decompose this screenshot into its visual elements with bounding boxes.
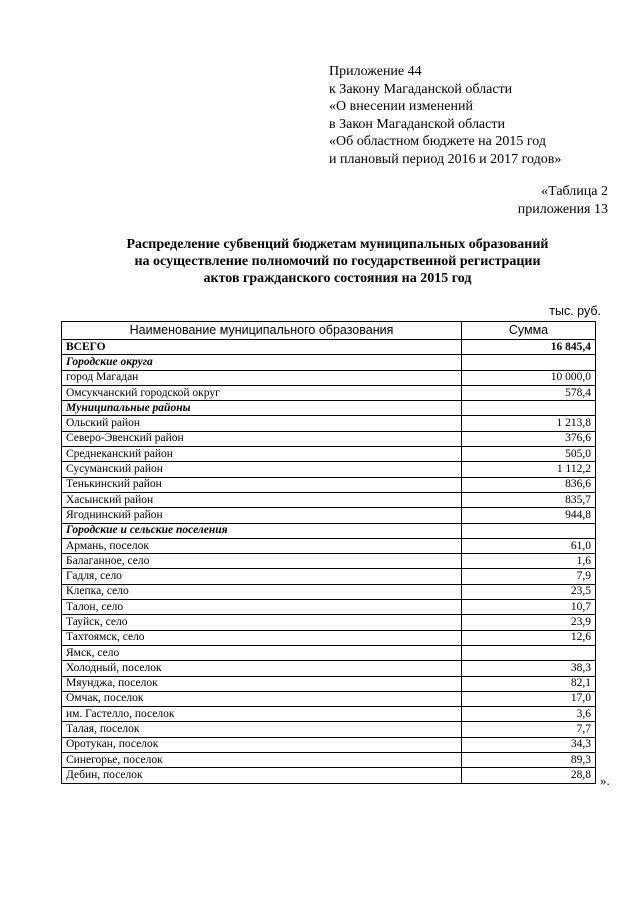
- row-name: ВСЕГО: [62, 340, 462, 355]
- header-line: «Об областном бюджете на 2015 год: [329, 134, 546, 149]
- table-row: [62, 584, 596, 599]
- table-row: [62, 691, 596, 706]
- table-row: [62, 508, 596, 523]
- row-name: Ольский район: [62, 416, 462, 431]
- row-name: Тахтоямск, село: [62, 630, 462, 645]
- row-sum: 7,7: [462, 722, 596, 737]
- unit-label: тыс. руб.: [549, 304, 601, 318]
- row-name: Холодный, поселок: [62, 661, 462, 676]
- row-sum: 38,3: [462, 661, 596, 676]
- closing-quote: ».: [600, 773, 610, 788]
- table-reference: [518, 183, 608, 218]
- table-row: [62, 722, 596, 737]
- row-sum: 376,6: [462, 431, 596, 446]
- row-sum: 61,0: [462, 538, 596, 553]
- row-sum: 835,7: [462, 492, 596, 507]
- row-sum: 836,6: [462, 477, 596, 492]
- table-row: [62, 385, 596, 400]
- table-row: [62, 492, 596, 507]
- table-row: [62, 447, 596, 462]
- table-ref-line: приложения 13: [517, 201, 608, 217]
- row-sum: 944,8: [462, 508, 596, 523]
- row-name: Тенькинский район: [62, 477, 462, 492]
- title-line: на осуществление полномочий по государственной регистрации: [134, 254, 541, 269]
- row-sum: 17,0: [462, 691, 596, 706]
- row-sum: 578,4: [462, 385, 596, 400]
- row-name: Мяунджа, поселок: [62, 676, 462, 691]
- row-sum: [462, 401, 596, 416]
- subvention-table: [61, 321, 596, 784]
- table-row: [62, 569, 596, 584]
- row-sum: [462, 523, 596, 538]
- table-row: [62, 431, 596, 446]
- table-row: [62, 554, 596, 569]
- row-sum: 82,1: [462, 676, 596, 691]
- header-line: в Закон Магаданской области: [329, 116, 505, 132]
- column-header-sum: Сумма: [462, 322, 596, 340]
- table-row: [62, 477, 596, 492]
- row-sum: 10,7: [462, 600, 596, 615]
- document-title: [60, 236, 615, 287]
- row-sum: 1 213,8: [462, 416, 596, 431]
- header-line: «О внесении изменений: [329, 99, 473, 114]
- table-row: [62, 707, 596, 722]
- row-sum: [462, 355, 596, 370]
- table-row: [62, 753, 596, 768]
- row-name: Клепка, село: [62, 584, 462, 599]
- row-name: Балаганное, село: [62, 554, 462, 569]
- table-row: [62, 370, 596, 385]
- row-name: Омчак, поселок: [62, 691, 462, 706]
- row-name: Талая, поселок: [62, 722, 462, 737]
- row-name: Хасынский район: [62, 492, 462, 507]
- row-name: Дебин, поселок: [62, 768, 462, 783]
- row-name: Омсукчанский городской округ: [62, 385, 462, 400]
- row-name: Тауйск, село: [62, 615, 462, 630]
- row-sum: 505,0: [462, 447, 596, 462]
- row-name: Городские и сельские поселения: [62, 523, 462, 538]
- row-sum: 1 112,2: [462, 462, 596, 477]
- table-row: [62, 676, 596, 691]
- row-sum: 1,6: [462, 554, 596, 569]
- row-name: Оротукан, поселок: [62, 737, 462, 752]
- row-sum: 7,9: [462, 569, 596, 584]
- table-row: [62, 615, 596, 630]
- row-sum: [462, 645, 596, 660]
- table-row: [62, 645, 596, 660]
- row-sum: 10 000,0: [462, 370, 596, 385]
- header-line: к Закону Магаданской области: [329, 81, 513, 97]
- row-name: Сусуманский район: [62, 462, 462, 477]
- table-row-section: [62, 401, 596, 416]
- row-name: город Магадан: [62, 370, 462, 385]
- row-name: Талон, село: [62, 600, 462, 615]
- header-line: Приложение 44: [329, 64, 422, 79]
- row-sum: 12,6: [462, 630, 596, 645]
- row-name: Ягоднинский район: [62, 508, 462, 523]
- row-sum: 34,3: [462, 737, 596, 752]
- row-sum: 23,9: [462, 615, 596, 630]
- table-row: [62, 462, 596, 477]
- row-name: им. Гастелло, поселок: [62, 707, 462, 722]
- row-sum: 3,6: [462, 707, 596, 722]
- column-header-name: Наименование муниципального образования: [62, 322, 462, 340]
- row-name: Среднеканский район: [62, 447, 462, 462]
- row-name: Синегорье, поселок: [62, 753, 462, 768]
- table-row: [62, 661, 596, 676]
- row-name: Северо-Эвенский район: [62, 431, 462, 446]
- row-sum: 28,8: [462, 768, 596, 783]
- table-row: [62, 630, 596, 645]
- title-line: актов гражданского состояния на 2015 год: [203, 271, 472, 286]
- table-row: [62, 538, 596, 553]
- law-appendix-header: [329, 63, 561, 168]
- header-line: и плановый период 2016 и 2017 годов»: [329, 151, 562, 167]
- table-row-section: [62, 355, 596, 370]
- row-name: Армань, поселок: [62, 538, 462, 553]
- row-sum: 16 845,4: [462, 340, 596, 355]
- title-line: Распределение субвенций бюджетам муниципальных образований: [126, 237, 549, 252]
- table-row: [62, 600, 596, 615]
- row-sum: 23,5: [462, 584, 596, 599]
- row-sum: 89,3: [462, 753, 596, 768]
- table-row: [62, 768, 596, 783]
- table-header-row: [62, 322, 596, 340]
- table-ref-line: «Таблица 2: [541, 184, 608, 199]
- table-row: [62, 416, 596, 431]
- row-name: Муниципальные районы: [62, 401, 462, 416]
- row-name: Гадля, село: [62, 569, 462, 584]
- table-row-section: [62, 523, 596, 538]
- row-name: Ямск, село: [62, 645, 462, 660]
- table-row-total: [62, 340, 596, 355]
- table-row: [62, 737, 596, 752]
- row-name: Городские округа: [62, 355, 462, 370]
